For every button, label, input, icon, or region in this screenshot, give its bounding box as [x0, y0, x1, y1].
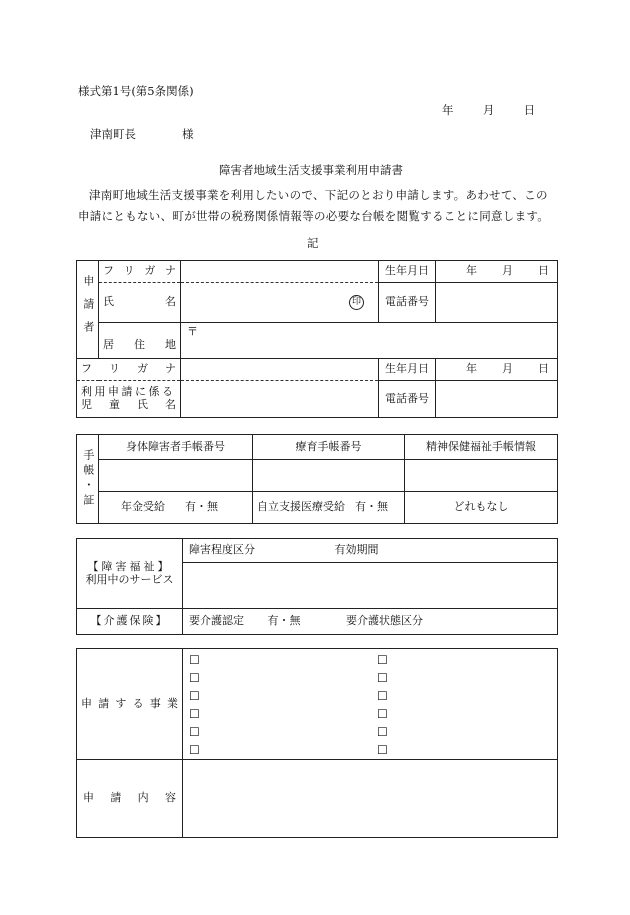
techo-col3-header: 精神保健福祉手帳情報: [405, 435, 558, 460]
techo-col2-header: 療育手帳番号: [253, 435, 405, 460]
checkbox-r3[interactable]: ☐: [377, 689, 388, 703]
child-birth-label: 生年月日: [379, 359, 436, 381]
medical-cell[interactable]: 自立支援医療受給 有・無: [253, 492, 405, 524]
content-label: 申 請 内 容: [77, 760, 183, 838]
honorific: 様: [182, 127, 194, 141]
body-text: [78, 185, 548, 227]
techo-table: [76, 434, 558, 524]
child-name-field[interactable]: [181, 381, 379, 418]
addressee: 津南町長: [90, 127, 136, 141]
form-number: 様式第1号(第5条関係): [78, 84, 194, 98]
techo-col1-header: 身体障害者手帳番号: [99, 435, 253, 460]
ki-label: 記: [307, 236, 319, 250]
checkbox-r2[interactable]: ☐: [377, 671, 388, 685]
content-field[interactable]: [183, 760, 558, 838]
techo-col3-field[interactable]: [405, 460, 558, 492]
checkbox-l2[interactable]: ☐: [189, 671, 200, 685]
pension-cell[interactable]: 年金受給 有・無: [99, 492, 253, 524]
applicant-name-label: 氏 名: [99, 283, 181, 323]
checkbox-r1[interactable]: ☐: [377, 653, 388, 667]
page-title: 障害者地域生活支援事業利用申請書: [219, 163, 403, 177]
child-birth-field[interactable]: 年 月 日: [436, 359, 558, 381]
applicant-phone-field[interactable]: [436, 283, 558, 323]
applicant-birth-field[interactable]: 年 月 日: [436, 261, 558, 283]
checkbox-l5[interactable]: ☐: [189, 725, 200, 739]
date-line: [442, 105, 535, 117]
apply-table: [76, 648, 558, 838]
welfare-header: [183, 539, 558, 563]
child-furigana-field[interactable]: [181, 359, 379, 381]
applicant-furigana-field[interactable]: [181, 261, 379, 283]
seal-icon: 印: [349, 295, 364, 310]
welfare-label: 【障害福祉】 利用中のサービス: [77, 539, 183, 609]
applicant-address-label: 居 住 地: [99, 323, 181, 359]
applicant-furigana-label: フ リ ガ ナ: [99, 261, 181, 283]
body-line-2: 申請にともない、町が世帯の税務関係情報等の必要な台帳を閲覧することに同意します。: [78, 209, 550, 223]
applicant-side-label: 申請者: [77, 261, 99, 359]
welfare-field[interactable]: [183, 563, 558, 609]
body-line-1: 津南町地域生活支援事業を利用したいので、下記のとおり申請します。あわせて、この: [89, 188, 548, 202]
projects-field: [183, 649, 558, 760]
checkbox-l6[interactable]: ☐: [189, 743, 200, 757]
day-label: 日: [523, 103, 536, 117]
kaigo-field[interactable]: 要介護認定 有・無 要介護状態区分: [183, 609, 558, 635]
techo-col2-field[interactable]: [253, 460, 405, 492]
projects-label: 申 請 す る 事 業: [77, 649, 183, 760]
checkbox-l1[interactable]: ☐: [189, 653, 200, 667]
child-name-label: 利用申請に係る 児 童 氏 名: [77, 381, 181, 418]
checkbox-r4[interactable]: ☐: [377, 707, 388, 721]
grade-label: 障害程度区分: [189, 543, 255, 557]
applicant-birth-label: 生年月日: [379, 261, 436, 283]
techo-side-label: 手帳・証: [77, 435, 99, 524]
postal-mark: 〒: [187, 325, 198, 338]
year-label: 年: [442, 103, 454, 117]
none-cell[interactable]: どれもなし: [405, 492, 558, 524]
applicant-phone-label: 電話番号: [379, 283, 436, 323]
techo-col1-field[interactable]: [99, 460, 253, 492]
applicant-name-field[interactable]: [181, 283, 379, 323]
valid-label: 有効期間: [334, 543, 379, 557]
checkbox-l4[interactable]: ☐: [189, 707, 200, 721]
checkbox-r5[interactable]: ☐: [377, 725, 388, 739]
checkbox-l3[interactable]: ☐: [189, 689, 200, 703]
applicant-address-field[interactable]: [181, 323, 558, 359]
child-furigana-label: フ リ ガ ナ: [77, 359, 181, 381]
child-phone-field[interactable]: [436, 381, 558, 418]
services-table: [76, 538, 558, 635]
kaigo-label: 【介護保険】: [77, 609, 183, 635]
applicant-table: [76, 260, 558, 418]
child-phone-label: 電話番号: [379, 381, 436, 418]
checkbox-r6[interactable]: ☐: [377, 743, 388, 757]
month-label: 月: [482, 103, 495, 117]
